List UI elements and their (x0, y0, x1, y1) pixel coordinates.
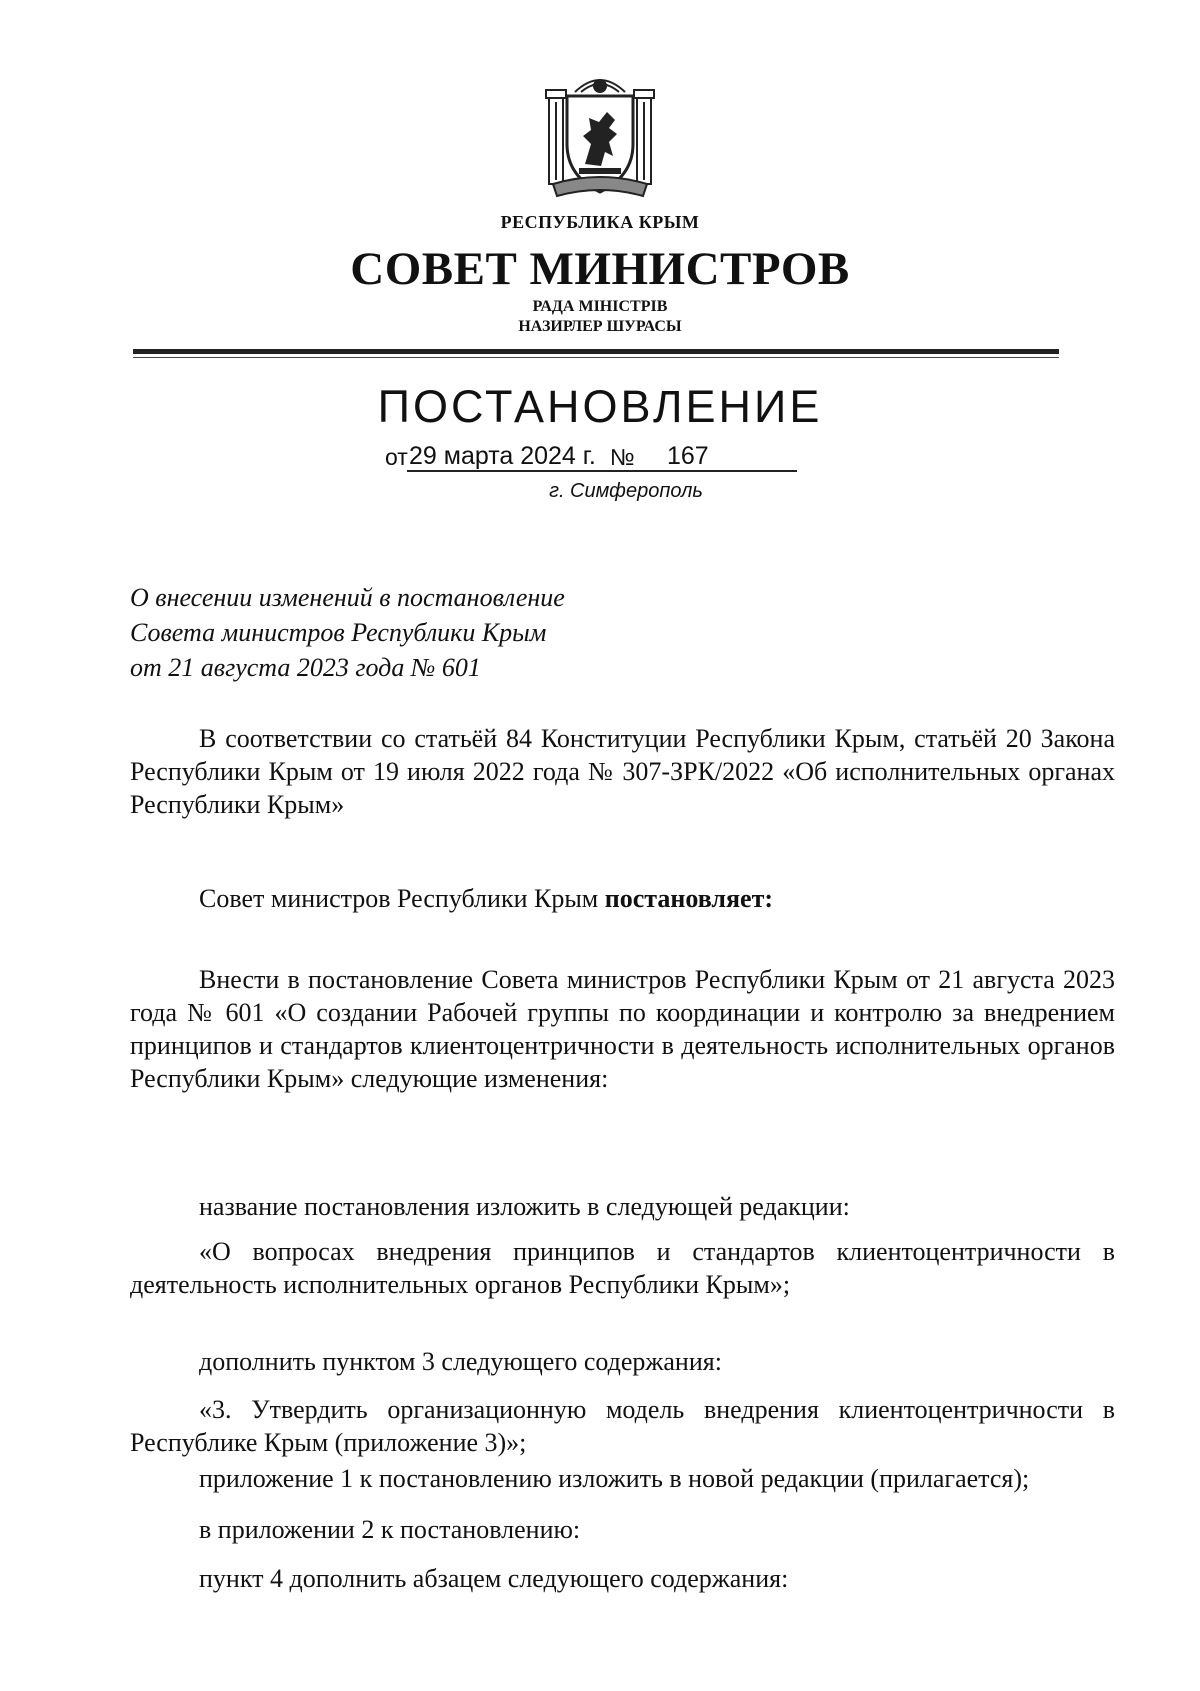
council-title-ukrainian: РАДА МІНІСТРІВ (532, 298, 668, 315)
header-divider-thin (133, 357, 1059, 358)
date-underline (407, 470, 797, 472)
date-prefix: от (385, 444, 408, 470)
paragraph-appendix-2: в приложении 2 к постановлению: (199, 1515, 581, 1544)
document-type: ПОСТАНОВЛЕНИЕ (377, 381, 823, 432)
subject-line: О внесении изменений в постановление (130, 583, 565, 612)
paragraph-legal-basis: В соответствии со статьёй 84 Конституции Республики Крым, статьёй 20 Закона Республики Крым от 19 июля 2022 года № 307-ЗРК/2022 «Об исполнительных органах Республики Крым» (130, 724, 1115, 819)
document-date: 29 марта 2024 г. (409, 442, 596, 470)
paragraph-title-quote: «О вопросах внедрения принципов и стандартов клиентоцентричности в деятельность исполнительных органов Республики Крым»; (130, 1237, 1115, 1299)
paragraph-amendment-intro: Внести в постановление Совета министров Республики Крым от 21 августа 2023 года № 601 «О создании Рабочей группы по координации и контролю за внедрением принципов и стандартов клиентоцентричности в деятельность исполнительных органов Республики Крым» следующие изменения: (130, 965, 1115, 1093)
document-number: 167 (667, 442, 709, 470)
paragraph-decree (130, 882, 1115, 915)
council-title-crimean-tatar: НАЗИРЛЕР ШУРАСЫ (518, 318, 682, 335)
subject-line: от 21 августа 2023 года № 601 (130, 653, 481, 682)
paragraph-title-change: название постановления изложить в следующей редакции: (199, 1192, 850, 1221)
decree-text: Совет министров Республики Крым (199, 884, 605, 913)
paragraph-item-4: пункт 4 дополнить абзацем следующего содержания: (199, 1564, 789, 1593)
paragraph-add-quote: «3. Утвердить организационную модель внедрения клиентоцентричности в Республике Крым (приложение 3)»; (130, 1395, 1115, 1457)
subject-line: Совета министров Республики Крым (130, 618, 547, 647)
republic-name: РЕСПУБЛИКА КРЫМ (500, 212, 700, 232)
date-number-line (385, 442, 805, 472)
document-city: г. Симферополь (549, 480, 703, 502)
document-subject (130, 580, 565, 685)
council-title: СОВЕТ МИНИСТРОВ (350, 243, 850, 295)
crimea-coat-of-arms-icon (545, 72, 655, 200)
decree-keyword: постановляет: (604, 884, 774, 913)
paragraph-appendix-1: приложение 1 к постановлению изложить в новой редакции (прилагается); (199, 1464, 1030, 1493)
header-divider (133, 349, 1059, 354)
paragraph-add-item: дополнить пунктом 3 следующего содержания: (199, 1347, 722, 1376)
number-prefix: № (610, 444, 635, 470)
